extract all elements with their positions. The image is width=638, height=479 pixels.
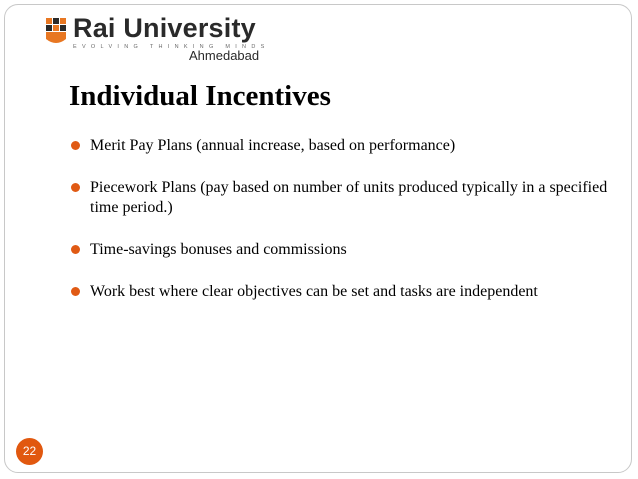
slide bbox=[4, 4, 632, 473]
bullet-dot-icon bbox=[71, 287, 80, 296]
bullet-text: Time-savings bonuses and commissions bbox=[90, 241, 347, 258]
university-campus: Ahmedabad bbox=[189, 48, 260, 63]
bullet-item bbox=[71, 178, 611, 218]
page-number-badge: 22 bbox=[16, 438, 43, 465]
bullet-item bbox=[71, 282, 611, 302]
bullet-list bbox=[71, 136, 611, 324]
university-name: Rai University bbox=[73, 13, 256, 43]
bullet-item bbox=[71, 240, 611, 260]
university-tagline: EVOLVING THINKING MINDS bbox=[73, 44, 270, 50]
bullet-item bbox=[71, 136, 611, 156]
slide-title: Individual Incentives bbox=[69, 80, 331, 112]
bullet-text: Work best where clear objectives can be set and tasks are independent bbox=[90, 283, 538, 300]
bullet-dot-icon bbox=[71, 245, 80, 254]
bullet-text: Merit Pay Plans (annual increase, based on performance) bbox=[90, 137, 456, 154]
bullet-dot-icon bbox=[71, 183, 80, 192]
bullet-text: Piecework Plans (pay based on number of units produced typically in a specified time period.) bbox=[90, 179, 608, 216]
university-logo bbox=[45, 15, 275, 63]
university-crest-icon bbox=[45, 17, 67, 47]
bullet-dot-icon bbox=[71, 141, 80, 150]
